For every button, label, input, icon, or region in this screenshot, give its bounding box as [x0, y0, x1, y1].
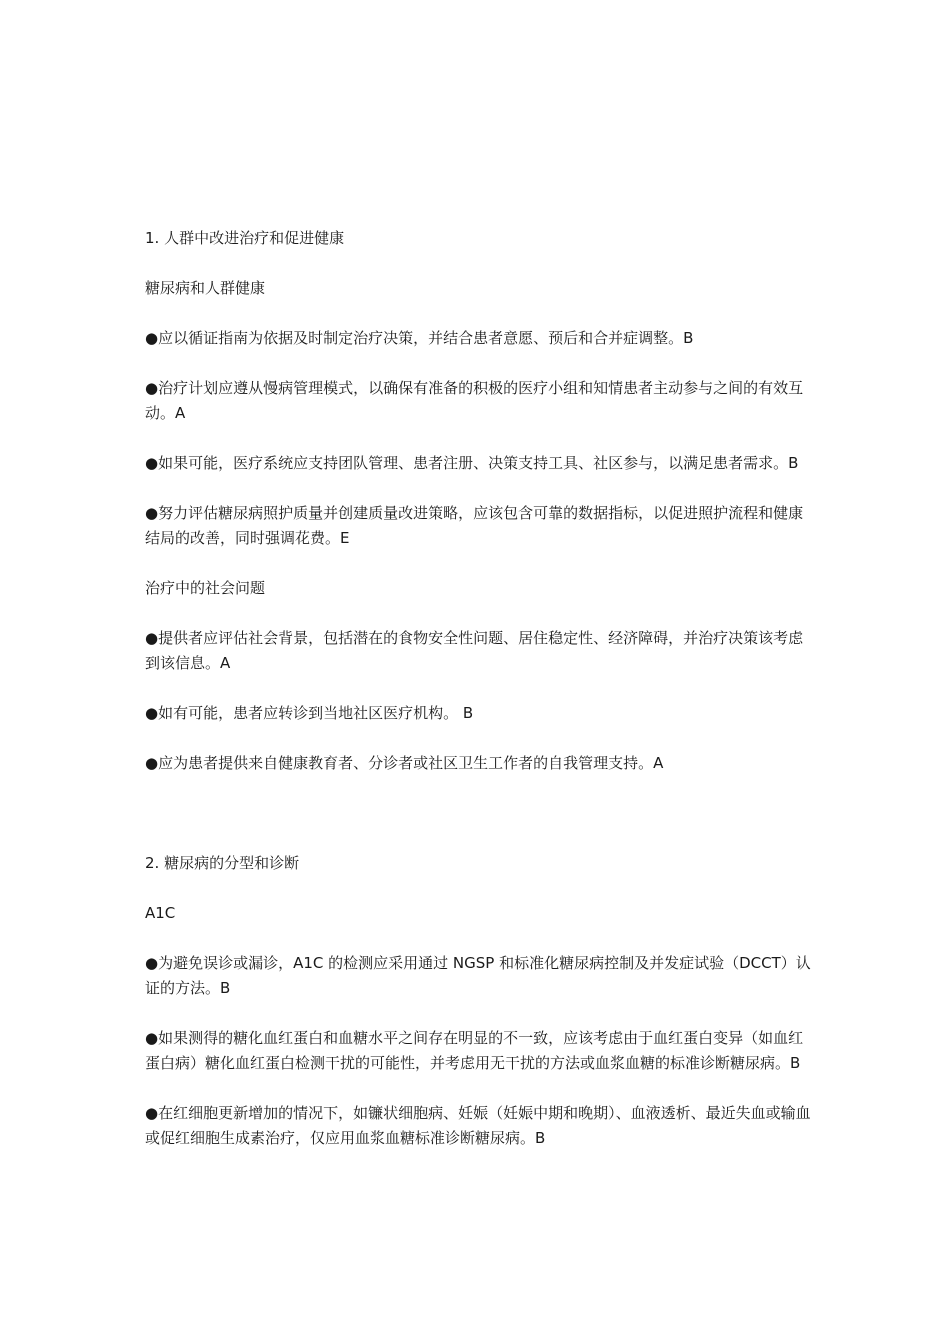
section-spacer: [145, 801, 817, 851]
subsection-heading: A1C: [145, 904, 176, 922]
section-title-2: 2. 糖尿病的分型和诊断: [145, 854, 300, 872]
recommendation-item: ●如果可能，医疗系统应支持团队管理、患者注册、决策支持工具、社区参与，以满足患者需求。B: [145, 454, 799, 472]
recommendation-item: ●应为患者提供来自健康教育者、分诊者或社区卫生工作者的自我管理支持。A: [145, 754, 664, 772]
recommendation-item: ●治疗计划应遵从慢病管理模式，以确保有准备的积极的医疗小组和知情患者主动参与之间的有效互动。A: [145, 379, 804, 422]
document-body: [145, 226, 817, 1176]
recommendation-item: ●努力评估糖尿病照护质量并创建质量改进策略，应该包含可靠的数据指标，以促进照护流程和健康结局的改善，同时强调花费。E: [145, 504, 804, 547]
recommendation-item: ●如果测得的糖化血红蛋白和血糖水平之间存在明显的不一致，应该考虑由于血红蛋白变异（如血红蛋白病）糖化血红蛋白检测干扰的可能性，并考虑用无干扰的方法或血浆血糖的标准诊断糖尿病。B: [145, 1029, 804, 1072]
subsection-heading: 治疗中的社会问题: [145, 579, 266, 597]
section-title-1: 1. 人群中改进治疗和促进健康: [145, 229, 345, 247]
subsection-heading: 糖尿病和人群健康: [145, 279, 266, 297]
recommendation-item: ●应以循证指南为依据及时制定治疗决策，并结合患者意愿、预后和合并症调整。B: [145, 329, 694, 347]
recommendation-item: ●提供者应评估社会背景，包括潜在的食物安全性问题、居住稳定性、经济障碍，并治疗决策该考虑到该信息。A: [145, 629, 804, 672]
recommendation-item: ●为避免误诊或漏诊，A1C 的检测应采用通过 NGSP 和标准化糖尿病控制及并发症试验（DCCT）认证的方法。B: [145, 954, 811, 997]
recommendation-item: ●如有可能，患者应转诊到当地社区医疗机构。 B: [145, 704, 474, 722]
recommendation-item: ●在红细胞更新增加的情况下，如镰状细胞病、妊娠（妊娠中期和晚期）、血液透析、最近失血或输血或促红细胞生成素治疗，仅应用血浆血糖标准诊断糖尿病。B: [145, 1104, 811, 1147]
